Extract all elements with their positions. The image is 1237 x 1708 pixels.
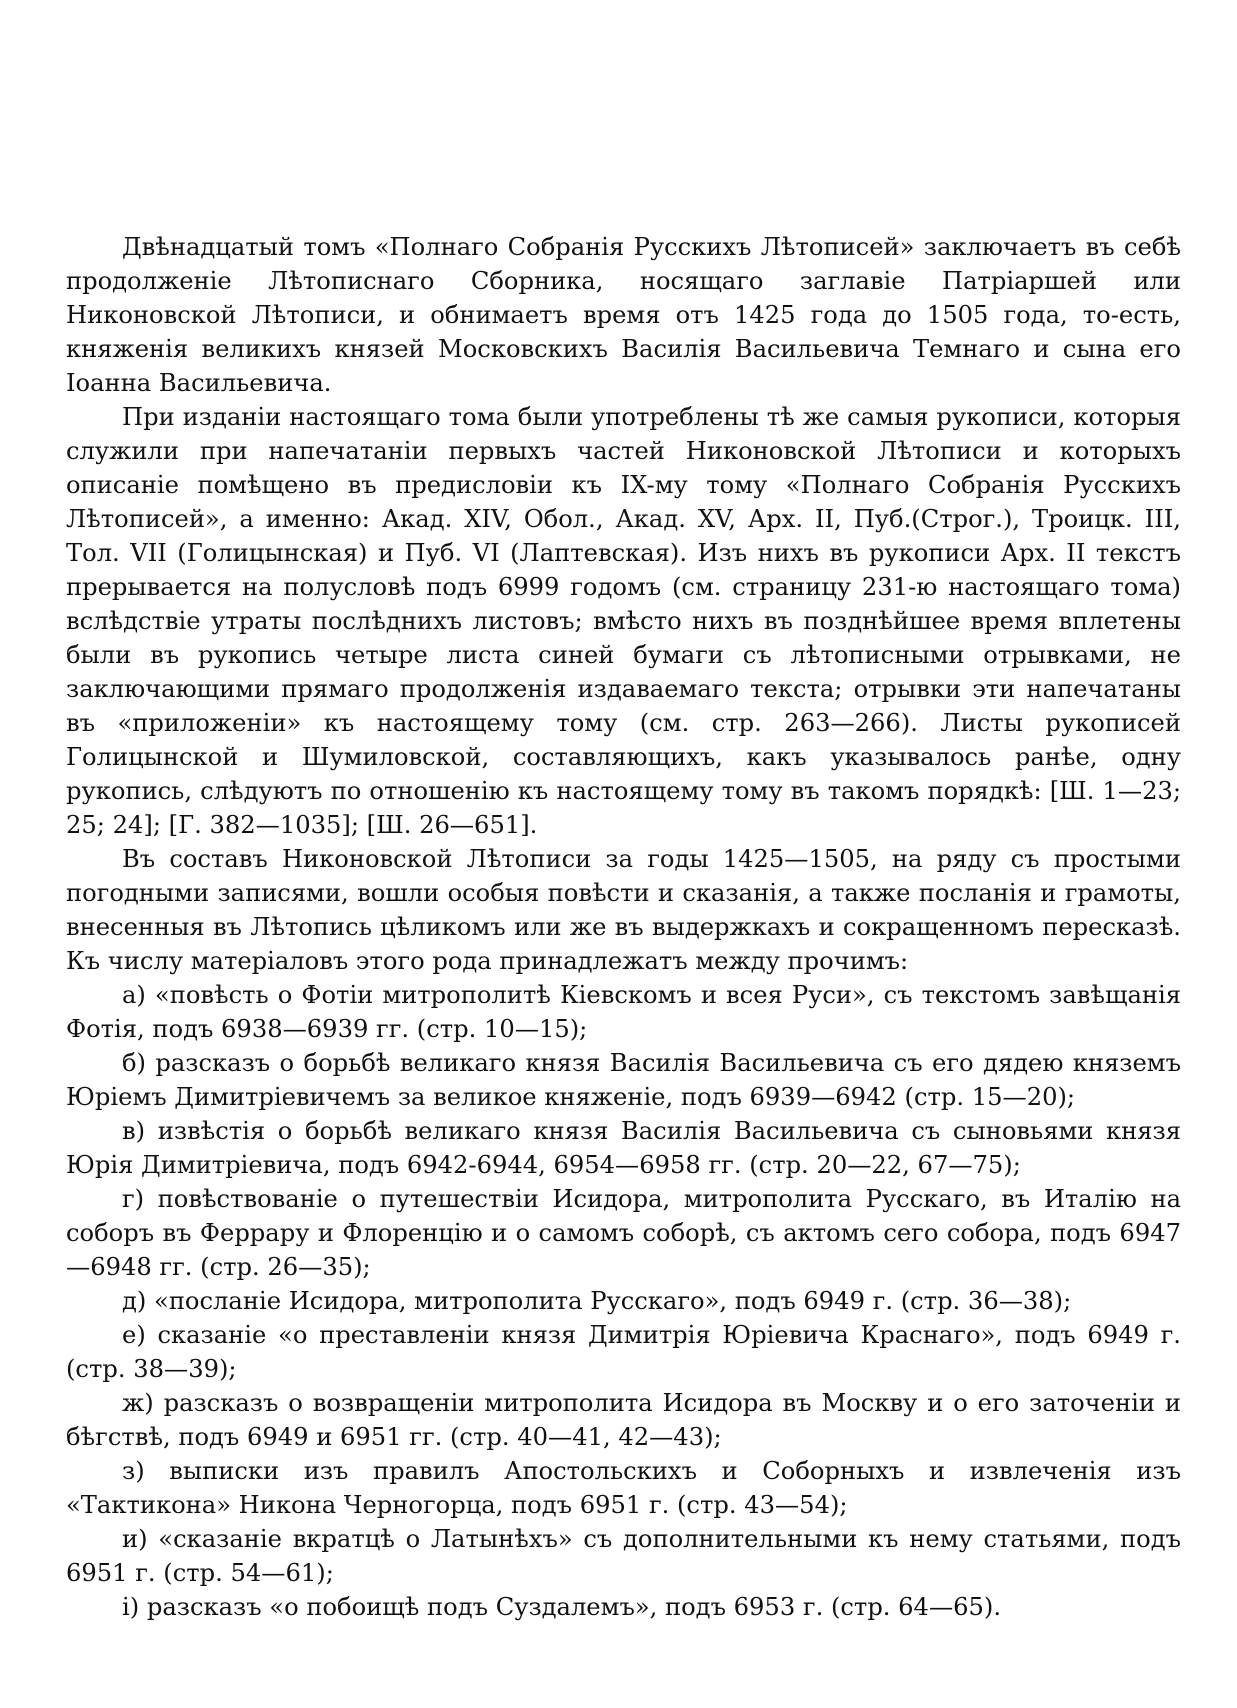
list-item: а) «повѣсть о Фотіи митрополитѣ Кіевскомъ и всея Руси», съ текстомъ завѣщанія Фотія, подъ 6938—6939 гг. (стр. 10—15); [66,981,1181,1043]
list-item: и) «сказаніе вкратцѣ о Латынѣхъ» съ дополнительными къ нему статьями, подъ 6951 г. (стр. 54—61); [66,1525,1181,1587]
list-item: г) повѣствованіе о путешествіи Исидора, митрополита Русскаго, въ Италію на соборъ въ Феррару и Флоренцію и о самомъ соборѣ, съ актомъ сего собора, подъ 6947—6948 гг. (стр. 26—35); [66,1185,1181,1281]
paragraph-manuscripts: При изданіи настоящаго тома были употреблены тѣ же самыя рукописи, которыя служили при напечатаніи первыхъ частей Никоновской Лѣтописи и которыхъ описаніе помѣщено въ предисловіи къ IX-му тому «Полнаго Собранія Русскихъ Лѣтописей», а именно: Акад. XIV, Обол., Акад. XV, Арх. II, Пуб.(Строг.), Троицк. III, Тол. VII (Голицынская) и Пуб. VI (Лаптевская). Изъ нихъ въ рукописи Арх. II текстъ прерывается на полусловѣ подъ 6999 годомъ (см. страницу 231-ю настоящаго тома) вслѣдствіе утраты послѣднихъ листовъ; вмѣсто нихъ въ позднѣйшее время вплетены были въ рукопись четыре листа синей бумаги съ лѣтописными отрывками, не заключающими прямаго продолженія издаваемаго текста; отрывки эти напечатаны въ «приложеніи» къ настоящему тому (см. стр. 263—266). Листы рукописей Голицынской и Шумиловской, составляющихъ, какъ указывалось ранѣе, одну рукопись, слѣдуютъ по отношенію къ настоящему тому въ такомъ порядкѣ: [Ш. 1—23; 25; 24]; [Г. 382—1035]; [Ш. 26—651]. [66,403,1181,839]
list-item: б) разсказъ о борьбѣ великаго князя Василія Васильевича съ его дядею княземъ Юріемъ Димитріевичемъ за великое княженіе, подъ 6939—6942 (стр. 15—20); [66,1049,1181,1111]
list-item: ж) разсказъ о возвращеніи митрополита Исидора въ Москву и о его заточеніи и бѣгствѣ, подъ 6949 и 6951 гг. (стр. 40—41, 42—43); [66,1389,1181,1451]
paragraph-contents: Въ составъ Никоновской Лѣтописи за годы 1425—1505, на ряду съ простыми погодными записями, вошли особыя повѣсти и сказанія, а также посланія и грамоты, внесенныя въ Лѣтопись цѣликомъ или же въ выдержкахъ и сокращенномъ пересказѣ. Къ числу матеріаловъ этого рода принадлежатъ между прочимъ: [66,845,1181,975]
list-item: і) разсказъ «о побоищѣ подъ Суздалемъ», подъ 6953 г. (стр. 64—65). [122,1593,1002,1621]
paragraph-intro: Двѣнадцатый томъ «Полнаго Собранія Русскихъ Лѣтописей» заключаетъ въ себѣ продолженіе Лѣтописнаго Сборника, носящаго заглавіе Патріаршей или Никоновской Лѣтописи, и обнимаетъ время отъ 1425 года до 1505 года, то-есть, княженія великихъ князей Московскихъ Василія Васильевича Темнаго и сына его Іоанна Васильевича. [66,233,1181,397]
list-item: е) сказаніе «о преставленіи князя Димитрія Юріевича Краснаго», подъ 6949 г. (стр. 38—39); [66,1321,1181,1383]
list-item: в) извѣстія о борьбѣ великаго князя Василія Васильевича съ сыновьями князя Юрія Димитріевича, подъ 6942-6944, 6954—6958 гг. (стр. 20—22, 67—75); [66,1117,1181,1179]
body-text [66,230,1181,1624]
list-item: з) выписки изъ правилъ Апостольскихъ и Соборныхъ и извлеченія изъ «Тактикона» Никона Черногорца, подъ 6951 г. (стр. 43—54); [66,1457,1181,1519]
list-item: д) «посланіе Исидора, митрополита Русскаго», подъ 6949 г. (стр. 36—38); [122,1287,1072,1315]
